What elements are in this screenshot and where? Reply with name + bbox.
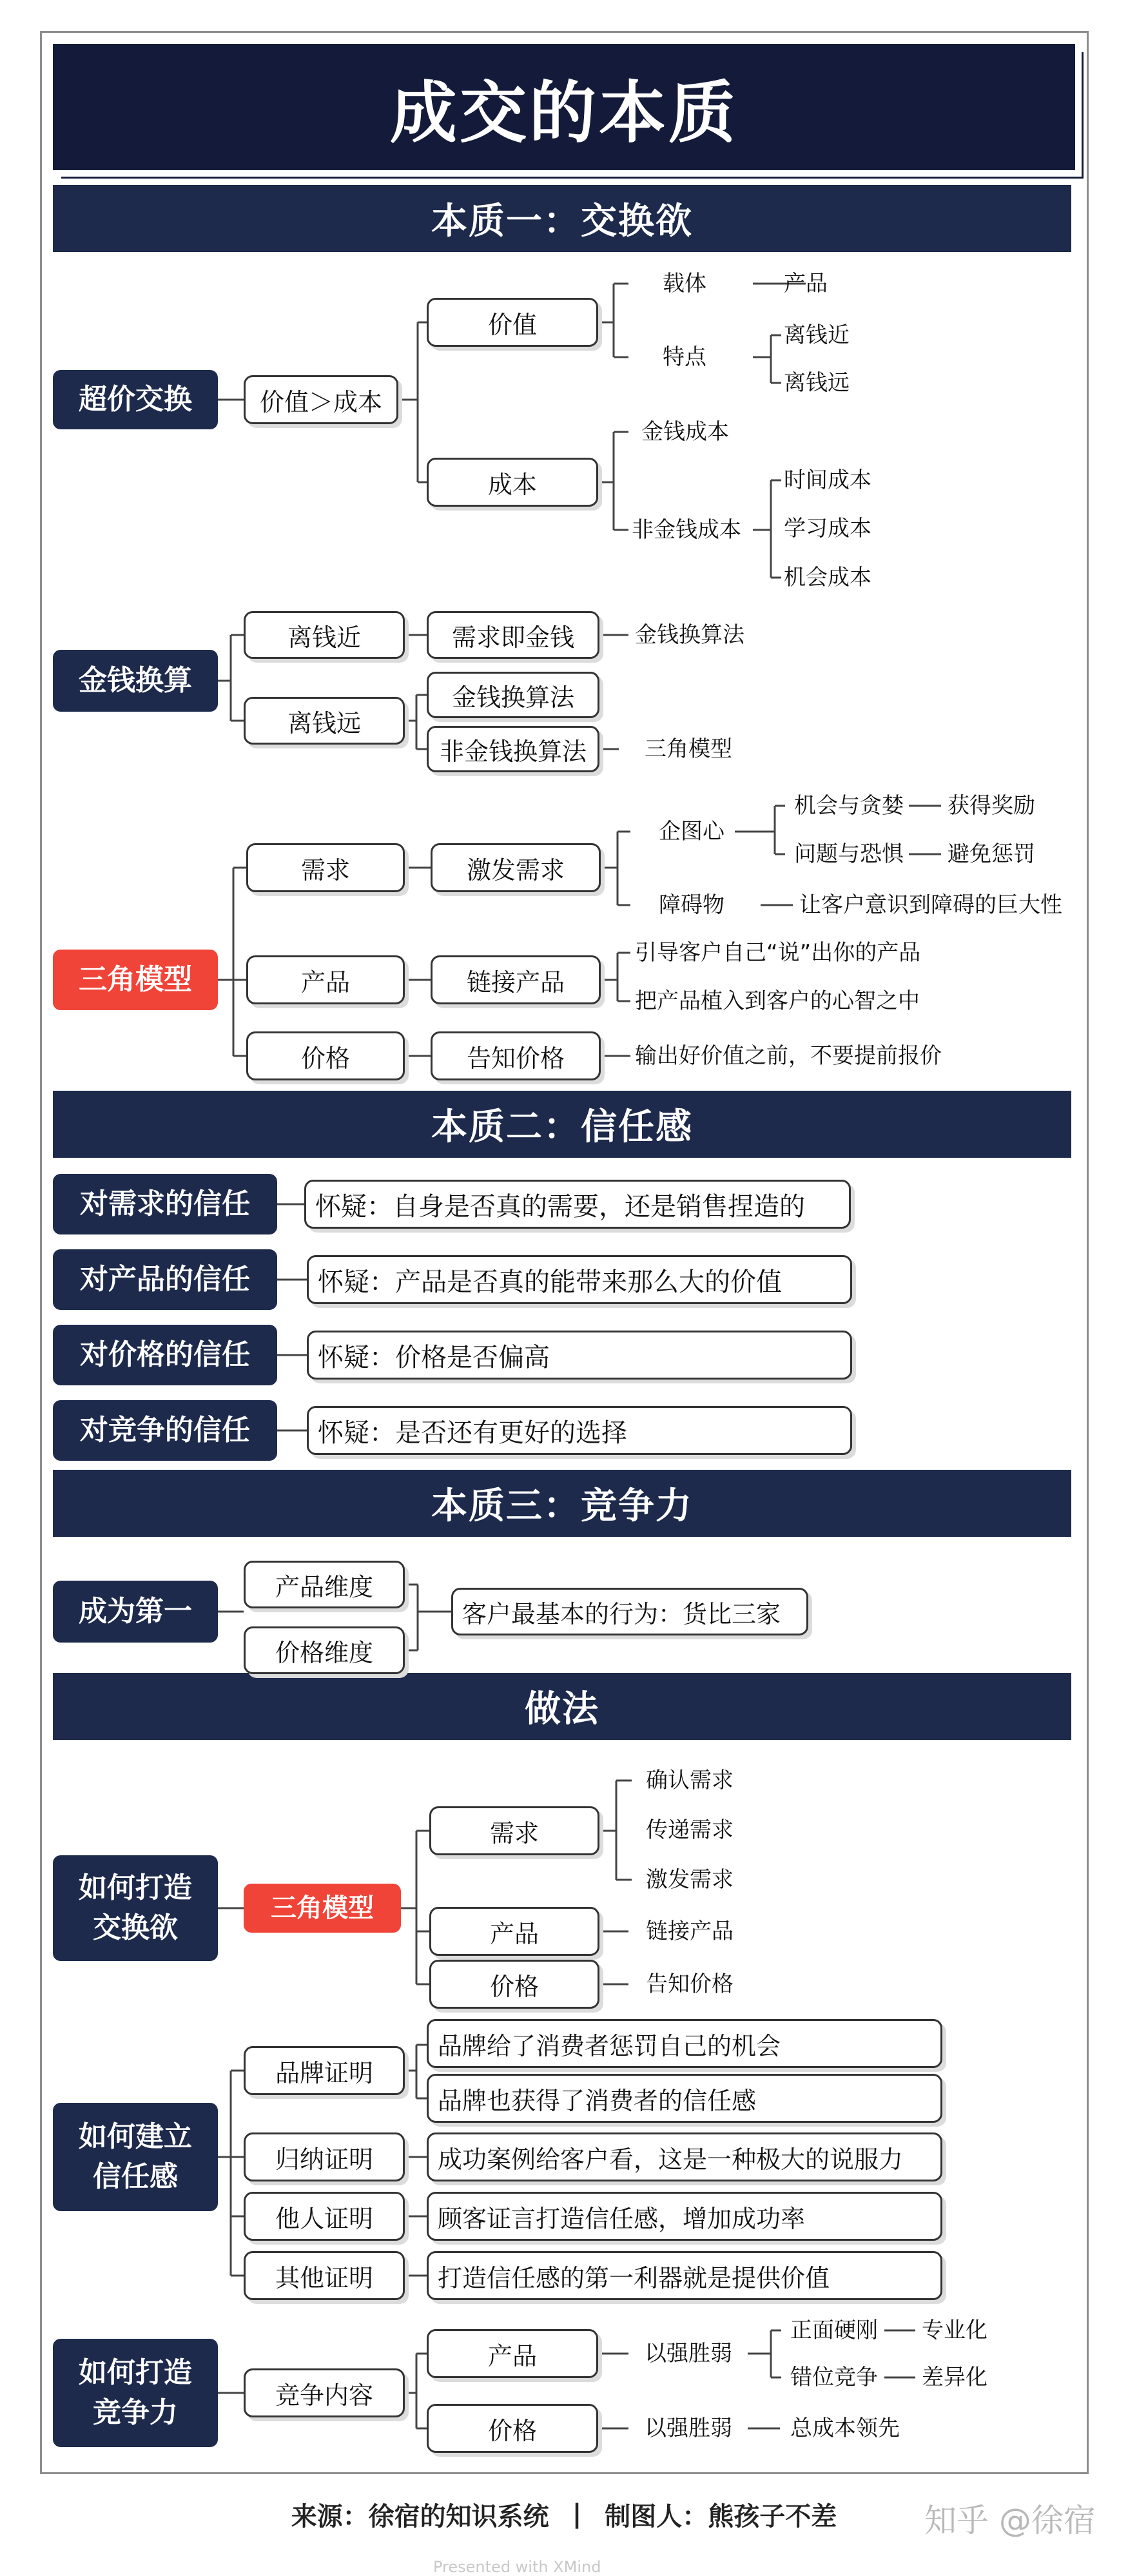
label-ambition: 企图心 xyxy=(659,819,724,844)
node-others-proof: 他人证明 xyxy=(244,2192,405,2241)
label-no-early-quote: 输出好价值之前，不要提前报价 xyxy=(635,1043,942,1069)
label-cost-leadership: 总成本领先 xyxy=(790,2415,900,2441)
zhihu-watermark: 知乎 @徐宿 xyxy=(924,2502,1096,2539)
label-chance-cost: 机会成本 xyxy=(784,565,871,590)
node-link-product: 链接产品 xyxy=(431,955,601,1004)
xmind-credit: Presented with XMind xyxy=(433,2558,601,2576)
node-brand-proof: 品牌证明 xyxy=(244,2046,405,2095)
footer-source: 来源：徐宿的知识系统 xyxy=(291,2501,549,2532)
node-doubt-price: 怀疑：价格是否偏高 xyxy=(307,1331,852,1380)
label-transmit-need: 传递需求 xyxy=(646,1817,734,1843)
node-nonmoney-method: 非金钱换算法 xyxy=(427,726,599,772)
node-money-method-2: 金钱换算法 xyxy=(427,672,599,718)
label-obstacle: 障碍物 xyxy=(659,892,724,918)
label-stimulate-need: 激发需求 xyxy=(646,1867,734,1893)
node-far-money: 离钱远 xyxy=(244,697,405,745)
label-obstacle-desc: 让客户意识到障碍的巨大性 xyxy=(799,892,1062,918)
node-brand-proof-1: 品牌给了消费者惩罚自己的机会 xyxy=(427,2019,942,2068)
label-nonmoney-cost: 非金钱成本 xyxy=(632,517,741,543)
label-near-money: 离钱近 xyxy=(784,322,850,348)
node-tri-model-red: 三角模型 xyxy=(244,1884,401,1933)
label-product: 产品 xyxy=(784,271,828,297)
node-compare-three: 客户最基本的行为：货比三家 xyxy=(451,1588,808,1635)
root-sanjiao-moxing: 三角模型 xyxy=(53,950,218,1010)
label-carrier: 载体 xyxy=(663,271,706,297)
label-time-cost: 时间成本 xyxy=(784,467,871,493)
node-stimulate-need: 激发需求 xyxy=(431,843,601,892)
node-do-product: 产品 xyxy=(429,1907,599,1956)
node-need-is-money: 需求即金钱 xyxy=(427,611,599,659)
node-value-gt-cost: 价值＞成本 xyxy=(244,375,398,424)
node-near-money: 离钱近 xyxy=(244,611,405,659)
node-others-proof-1: 顾客证言打造信任感，增加成功率 xyxy=(427,2192,942,2241)
label-guide-customer: 引导客户自己“说”出你的产品 xyxy=(635,940,921,966)
node-cost: 成本 xyxy=(427,458,598,507)
label-tri-model: 三角模型 xyxy=(645,736,732,762)
node-doubt-product: 怀疑：产品是否真的能带来那么大的价值 xyxy=(307,1255,852,1304)
label-inform-price: 告知价格 xyxy=(646,1971,734,1997)
node-need: 需求 xyxy=(246,843,405,892)
root-chaojia-jiaohuan: 超价交换 xyxy=(53,370,218,429)
label-avoid-punish: 避免惩罚 xyxy=(948,841,1035,867)
node-doubt-need: 怀疑：自身是否真的需要，还是销售捏造的 xyxy=(304,1180,851,1229)
label-confirm-need: 确认需求 xyxy=(646,1768,734,1793)
root-jinqian-huansuan: 金钱换算 xyxy=(53,650,218,712)
root-trust-product: 对产品的信任 xyxy=(53,1249,277,1310)
label-implant-mind: 把产品植入到客户的心智之中 xyxy=(635,988,920,1014)
label-greed: 机会与贪婪 xyxy=(794,793,904,819)
node-induct-proof: 归纳证明 xyxy=(244,2132,405,2181)
root-how-trust: 如何建立 信任感 xyxy=(53,2103,218,2211)
node-inform-price: 告知价格 xyxy=(431,1031,601,1080)
root-be-first: 成为第一 xyxy=(53,1581,218,1643)
label-specialize: 专业化 xyxy=(922,2317,987,2343)
node-do-need: 需求 xyxy=(429,1806,599,1855)
label-fear: 问题与恐惧 xyxy=(794,841,904,867)
node-brand-proof-2: 品牌也获得了消费者的信任感 xyxy=(427,2074,942,2123)
root-how-exchange-desire: 如何打造 交换欲 xyxy=(53,1855,218,1961)
root-trust-need: 对需求的信任 xyxy=(53,1174,277,1234)
label-link-product: 链接产品 xyxy=(646,1918,734,1944)
node-doubt-competition: 怀疑：是否还有更好的选择 xyxy=(307,1406,852,1455)
label-money-cost: 金钱成本 xyxy=(641,419,729,445)
node-compete-content: 竞争内容 xyxy=(244,2368,405,2417)
section-heading-3: 本质三：竞争力 xyxy=(53,1470,1071,1537)
label-reward: 获得奖励 xyxy=(948,793,1035,819)
section-heading-2: 本质二：信任感 xyxy=(53,1091,1071,1158)
label-head-on: 正面硬刚 xyxy=(790,2317,878,2343)
label-feature: 特点 xyxy=(663,344,706,370)
root-trust-competition: 对竞争的信任 xyxy=(53,1400,277,1461)
label-strong-beats-weak-1: 以强胜弱 xyxy=(645,2341,732,2366)
node-induct-proof-1: 成功案例给客户看，这是一种极大的说服力 xyxy=(427,2132,942,2181)
node-do-price: 价格 xyxy=(429,1960,599,2009)
node-product: 产品 xyxy=(246,955,405,1004)
node-compete-product: 产品 xyxy=(427,2329,598,2378)
label-learn-cost: 学习成本 xyxy=(784,516,871,542)
label-money-method-1: 金钱换算法 xyxy=(635,622,744,648)
node-value: 价值 xyxy=(427,298,598,347)
node-price: 价格 xyxy=(246,1031,405,1080)
label-far-money: 离钱远 xyxy=(784,370,850,396)
node-other-proof-1: 打造信任感的第一利器就是提供价值 xyxy=(427,2251,942,2300)
section-heading-4: 做法 xyxy=(53,1673,1071,1740)
footer-maker: 制图人：熊孩子不差 xyxy=(605,2501,837,2532)
root-how-competitiveness: 如何打造 竞争力 xyxy=(53,2339,218,2447)
page-title: 成交的本质 xyxy=(389,73,738,152)
section-heading-1: 本质一：交换欲 xyxy=(53,185,1071,252)
node-product-dimension: 产品维度 xyxy=(244,1561,405,1608)
label-strong-beats-weak-2: 以强胜弱 xyxy=(645,2415,732,2441)
footer-separator: | xyxy=(572,2499,582,2529)
root-trust-price: 对价格的信任 xyxy=(53,1325,277,1385)
node-price-dimension: 价格维度 xyxy=(244,1626,405,1674)
node-compete-price: 价格 xyxy=(427,2404,598,2453)
label-stagger-compete: 错位竞争 xyxy=(790,2365,878,2390)
label-differentiate: 差异化 xyxy=(922,2365,987,2390)
node-other-proof: 其他证明 xyxy=(244,2251,405,2300)
